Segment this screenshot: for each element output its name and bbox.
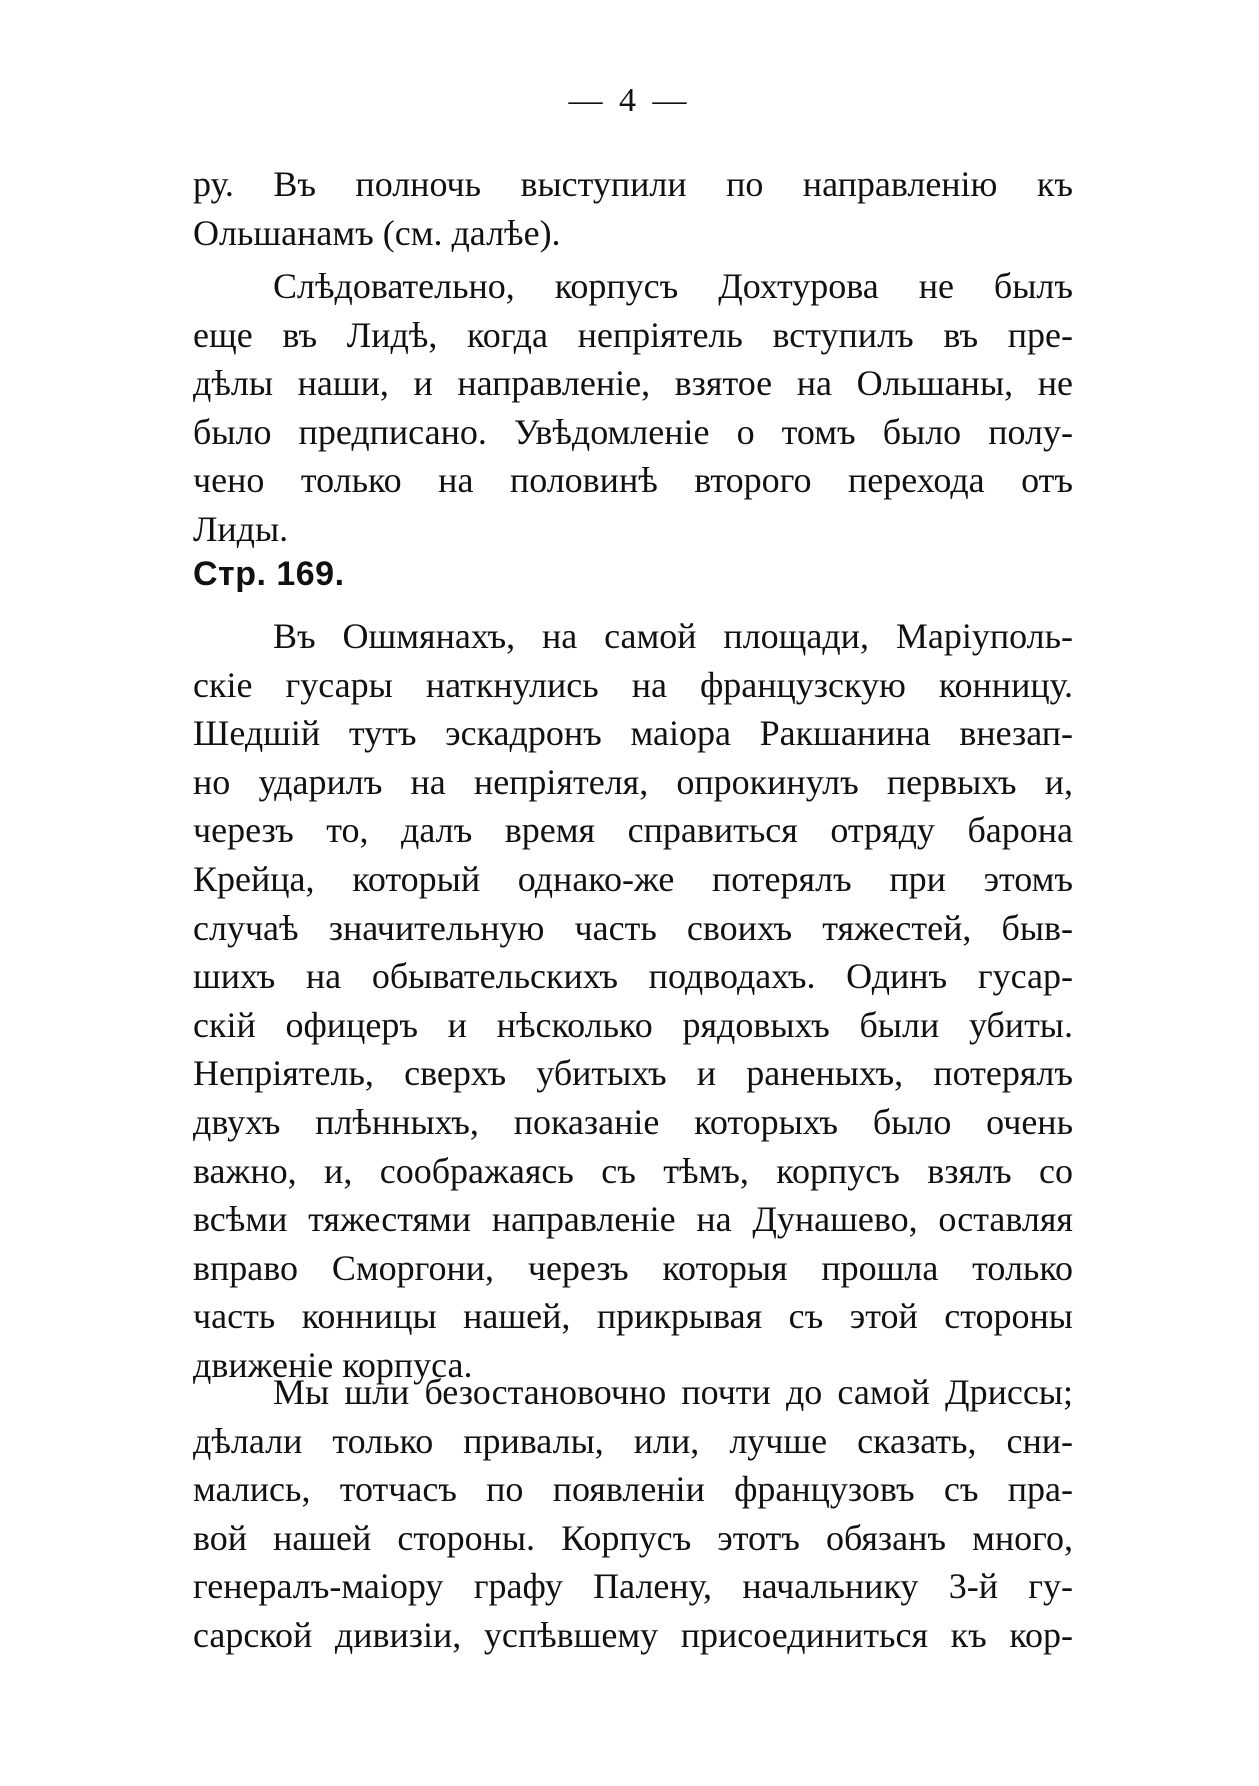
text-line: движеніе корпуса. [193,1344,473,1385]
text-line: Въ Ошмянахъ, на самой площади, Маріуполь- [273,616,1073,656]
text-line: чено только на половинѣ второго перехода отъ [193,460,1073,501]
text-line: шихъ на обывательскихъ подводахъ. Одинъ гусар- [193,956,1073,997]
text-line: ру. Въ полночь выступили по направленію къ [193,164,1073,204]
text-line: всѣми тяжестями направленіе на Дунашево, оставляя [193,1199,1073,1240]
section-heading: Стр. 169. [193,555,345,593]
text-line: но ударилъ на непріятеля, опрокинулъ первыхъ и, [193,761,1073,802]
text-line: Непріятель, сверхъ убитыхъ и раненыхъ, потерялъ [193,1053,1073,1094]
text-line: Ольшанамъ (см. далѣе). [193,212,561,253]
paragraph-1 [193,160,1073,257]
paragraph-4 [193,1368,1073,1660]
text-line: мались, тотчасъ по появленіи французовъ съ пра- [193,1469,1073,1510]
text-line: Крейца, который однако-же потерялъ при этомъ [193,858,1073,899]
text-line: случаѣ значительную часть своихъ тяжестей, быв- [193,907,1073,948]
text-line: двухъ плѣнныхъ, показаніе которыхъ было очень [193,1101,1073,1142]
page-number: — 4 — [568,82,691,119]
paragraph-3 [193,612,1073,1390]
text-line: часть конницы нашей, прикрывая съ этой стороны [193,1296,1073,1337]
text-line: еще въ Лидѣ, когда непріятель вступилъ въ пре- [193,314,1073,355]
text-line: Мы шли безостановочно почти до самой Дриссы; [273,1372,1073,1412]
text-line: Лиды. [193,508,289,549]
text-line: вой нашей стороны. Корпусъ этотъ обязанъ много, [193,1517,1073,1558]
text-line: скіе гусары наткнулись на французскую конницу. [193,664,1073,705]
text-line: скій офицеръ и нѣсколько рядовыхъ были убиты. [193,1004,1073,1045]
text-line: Слѣдовательно, корпусъ Дохтурова не былъ [273,266,1073,306]
text-line: Шедшій тутъ эскадронъ маіора Ракшанина внезап- [193,713,1073,754]
paragraph-2 [193,262,1073,554]
text-line: дѣлали только привалы, или, лучше сказать, сни- [193,1420,1073,1461]
text-line: сарской дивизіи, успѣвшему присоединиться къ кор- [193,1614,1073,1655]
text-line: вправо Сморгони, черезъ которыя прошла только [193,1247,1073,1288]
text-line: генералъ-маіору графу Палену, начальнику 3-й гу- [193,1566,1073,1607]
text-line: важно, и, соображаясь съ тѣмъ, корпусъ взялъ со [193,1150,1073,1191]
text-line: черезъ то, далъ время справиться отряду барона [193,810,1073,851]
text-line: дѣлы наши, и направленіе, взятое на Ольшаны, не [193,363,1073,404]
text-line: было предписано. Увѣдомленіе о томъ было полу- [193,411,1073,452]
